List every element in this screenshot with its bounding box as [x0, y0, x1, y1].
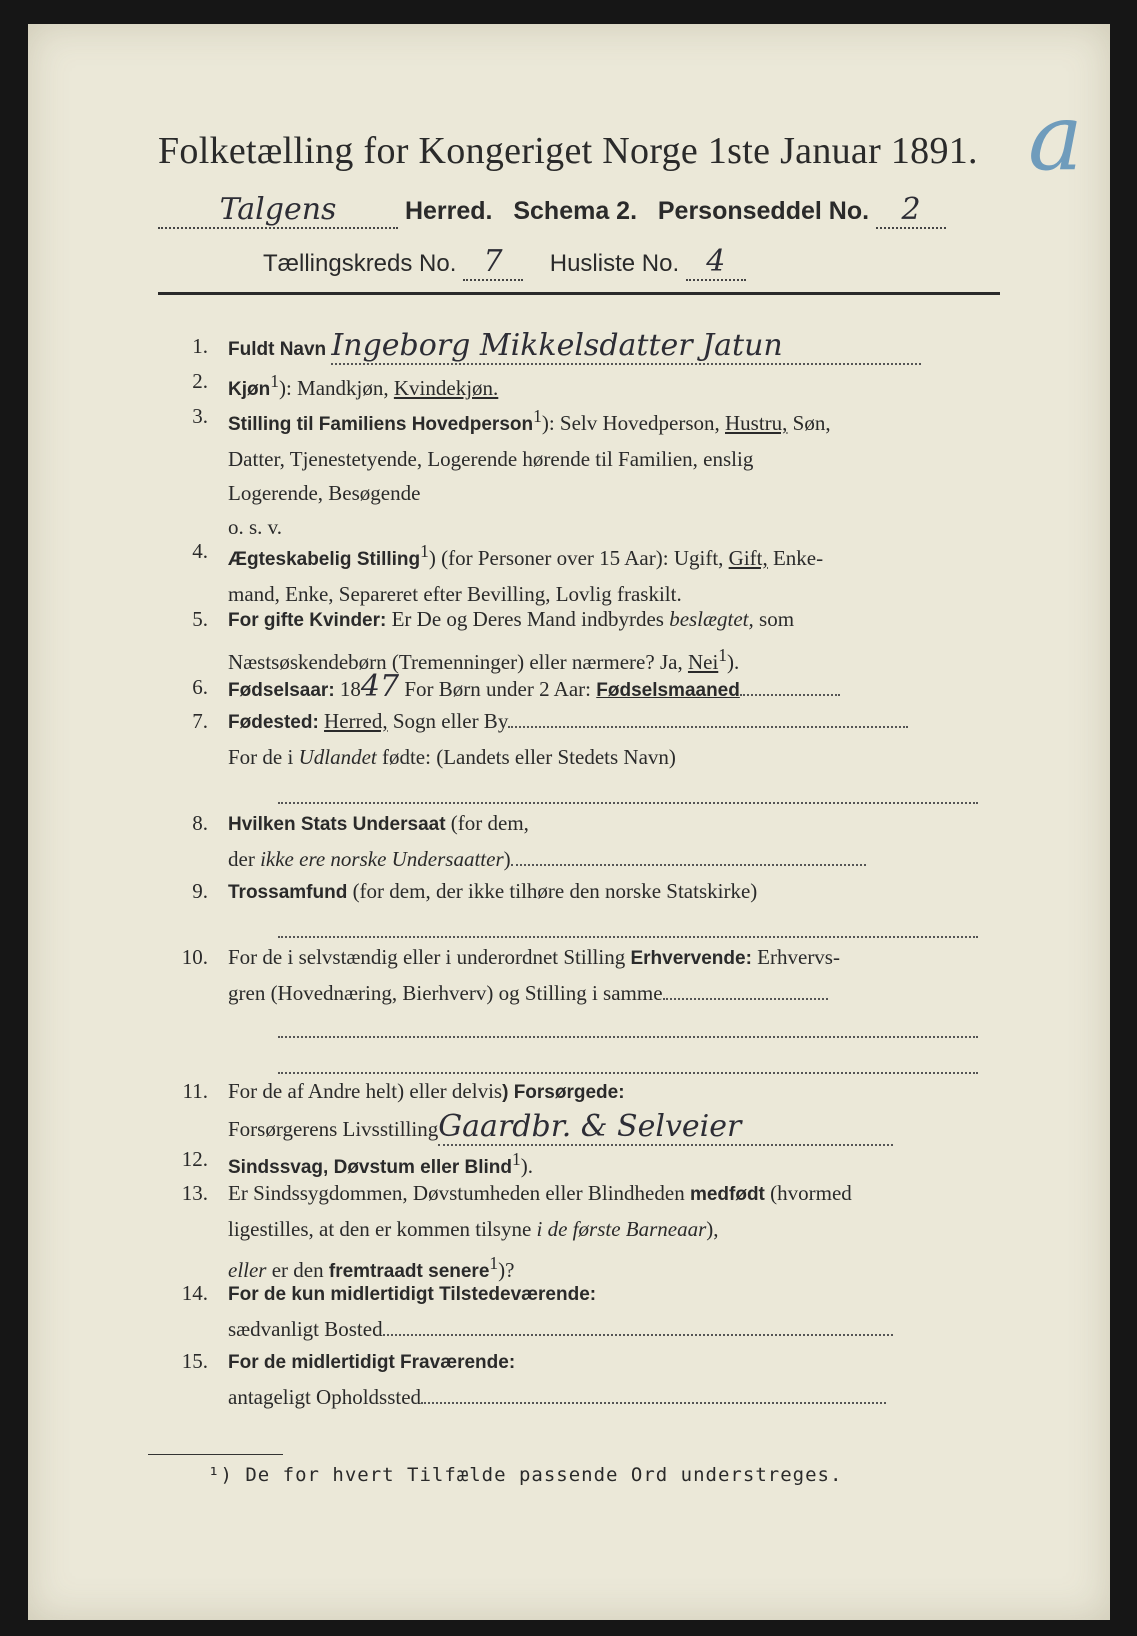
- personseddel-label: Personseddel No.: [657, 197, 870, 225]
- item-text: Sogn eller By: [387, 709, 509, 733]
- item-number: 14.: [181, 1281, 208, 1305]
- item-number: 13.: [181, 1181, 208, 1205]
- footnote-ref: 1: [270, 371, 279, 391]
- kreds-label: Tællingskreds No.: [263, 250, 457, 277]
- fill-line: [383, 1334, 893, 1336]
- item-label: Fødested:: [228, 712, 319, 733]
- herred-label: Herred.: [404, 197, 493, 225]
- item-label: Hvilken Stats Undersaat: [228, 814, 446, 835]
- item-label: For de kun midlertidigt Tilstedeværende:: [228, 1284, 597, 1305]
- item-text: ),: [706, 1217, 719, 1241]
- item-text: Erhvervs-: [751, 945, 840, 969]
- item-number: 2.: [192, 369, 208, 393]
- footnote-rule: [148, 1454, 283, 1455]
- item-label: Fødselsmaaned: [596, 680, 740, 701]
- footnote-ref: 1: [489, 1253, 499, 1273]
- header-rule: [158, 292, 1000, 295]
- footnote-ref: 1: [533, 406, 542, 426]
- item-text: o. s. v.: [228, 515, 283, 539]
- item-text: sædvanligt Bosted: [228, 1317, 383, 1341]
- occupation-handwritten: Gaardbr. & Selveier: [438, 1110, 893, 1146]
- item-number: 3.: [192, 404, 208, 428]
- item-text: ): [503, 847, 511, 871]
- item-label: Fuldt Navn: [228, 339, 327, 360]
- footnote-ref: 1: [512, 1149, 521, 1169]
- item-text: Logerende, Besøgende: [228, 481, 421, 505]
- kreds-handwritten: 7: [463, 244, 523, 281]
- fill-line: [740, 694, 840, 696]
- item-text: Næstsøskendebørn (Tremenninger) eller nærmere? Ja,: [228, 650, 688, 674]
- item-number: 8.: [192, 811, 208, 835]
- item-text: (for dem,: [445, 811, 529, 835]
- husliste-label: Husliste No.: [549, 250, 680, 277]
- item-label: Fødselsaar:: [228, 680, 335, 701]
- item-label: Trossamfund: [228, 882, 348, 903]
- item-text: gren (Hovednæring, Bierhverv) og Stilling i samme: [228, 981, 663, 1005]
- item-number: 1.: [192, 334, 208, 358]
- fill-line: [663, 998, 828, 1000]
- item-text: For de i: [228, 745, 299, 769]
- item-number: 6.: [192, 675, 208, 699]
- underlined-choice: Nei: [687, 650, 719, 674]
- item-text: Datter, Tjenestetyende, Logerende hørende til Familien, enslig: [228, 447, 754, 471]
- underlined-choice: Kvindekjøn.: [393, 376, 499, 400]
- handwritten-corner-mark: a: [1028, 84, 1083, 191]
- item-text: mand, Enke, Separeret efter Bevilling, Lovlig fraskilt.: [228, 582, 682, 606]
- item-text: Er De og Deres Mand indbyrdes: [386, 607, 670, 631]
- item-number: 9.: [192, 879, 208, 903]
- header-line-kreds: [263, 244, 963, 284]
- item-text: er den: [266, 1258, 329, 1282]
- fill-line: [278, 936, 978, 938]
- full-name-handwritten: Ingeborg Mikkelsdatter Jatun: [331, 329, 921, 365]
- item-text: Udlandet: [298, 745, 377, 769]
- fill-line: [421, 1402, 886, 1404]
- item-text: antageligt Opholdssted: [228, 1385, 422, 1409]
- item-text: ).: [727, 650, 740, 674]
- item-text: ) (for Personer over 15 Aar): Ugift,: [428, 546, 729, 570]
- item-number: 10.: [181, 945, 208, 969]
- footnote-ref: 1: [718, 645, 728, 665]
- item-text: beslægtet,: [669, 607, 754, 631]
- schema-label: Schema 2.: [513, 197, 638, 225]
- fill-line: [508, 726, 908, 728]
- item-text: ).: [520, 1154, 534, 1178]
- item-text: eller: [228, 1258, 267, 1282]
- item-label: ) Forsørgede:: [502, 1082, 625, 1103]
- header-line-herred: [158, 192, 1018, 232]
- personseddel-handwritten: 2: [876, 192, 946, 229]
- herred-handwritten: Talgens: [158, 192, 398, 229]
- item-text: fødte: (Landets eller Stedets Navn): [376, 745, 676, 769]
- item-label: For de midlertidigt Fraværende:: [228, 1352, 516, 1373]
- footnote: ¹) De for hvert Tilfælde passende Ord understreges.: [208, 1464, 843, 1486]
- item-text: For Børn under 2 Aar:: [399, 677, 597, 701]
- item-text: Søn,: [787, 411, 831, 435]
- item-text: Enke-: [767, 546, 824, 570]
- item-label: Erhvervende:: [630, 948, 752, 969]
- underlined-choice: Gift,: [728, 546, 768, 570]
- item-number: 5.: [192, 607, 208, 631]
- underlined-choice: Herred,: [324, 709, 388, 733]
- item-label: For gifte Kvinder:: [228, 610, 387, 631]
- item-text: 18: [334, 677, 361, 701]
- item-label: Ægteskabelig Stilling: [228, 549, 421, 570]
- underlined-choice: Hustru,: [725, 411, 788, 435]
- birth-year-handwritten: 47: [360, 669, 400, 704]
- item-text: Er Sindssygdommen, Døvstumheden eller Blindheden: [228, 1181, 690, 1205]
- item-text: ligestilles, at den er kommen tilsyne: [228, 1217, 537, 1241]
- form-title: Folketælling for Kongeriget Norge 1ste Januar 1891.: [158, 130, 978, 172]
- item-number: 15.: [181, 1349, 208, 1373]
- item-text: Forsørgerens Livsstilling: [228, 1117, 439, 1141]
- item-label: Stilling til Familiens Hovedperson: [228, 414, 534, 435]
- item-text: som: [753, 607, 795, 631]
- item-text: For de i selvstændig eller i underordnet Stilling: [228, 945, 631, 969]
- item-text: ikke ere norske Undersaatter: [260, 847, 504, 871]
- item-label: Sindssvag, Døvstum eller Blind: [228, 1157, 513, 1178]
- item-number: 12.: [181, 1147, 208, 1171]
- item-text: i de første Barneaar: [536, 1217, 707, 1241]
- husliste-handwritten: 4: [686, 244, 746, 281]
- item-text: (hvormed: [764, 1181, 852, 1205]
- item-number: 4.: [192, 539, 208, 563]
- footnote-ref: 1: [420, 541, 429, 561]
- fill-line: [278, 1036, 978, 1038]
- fill-line: [278, 802, 978, 804]
- item-text: For de af Andre helt: [228, 1079, 398, 1103]
- item-label: fremtraadt senere: [328, 1261, 490, 1282]
- census-form-sheet: [28, 24, 1110, 1620]
- item-label: Kjøn: [228, 379, 271, 400]
- item-number: 11.: [182, 1079, 208, 1103]
- item-text: )?: [498, 1258, 515, 1282]
- item-text: ): Selv Hovedperson,: [541, 411, 725, 435]
- item-text: (for dem, der ikke tilhøre den norske Statskirke): [347, 879, 758, 903]
- item-text: ) eller delvis: [397, 1079, 503, 1103]
- item-text: der: [228, 847, 261, 871]
- item-label: medfødt: [689, 1184, 765, 1205]
- fill-line: [511, 864, 866, 866]
- item-text: ): Mandkjøn,: [278, 376, 394, 400]
- item-number: 7.: [192, 709, 208, 733]
